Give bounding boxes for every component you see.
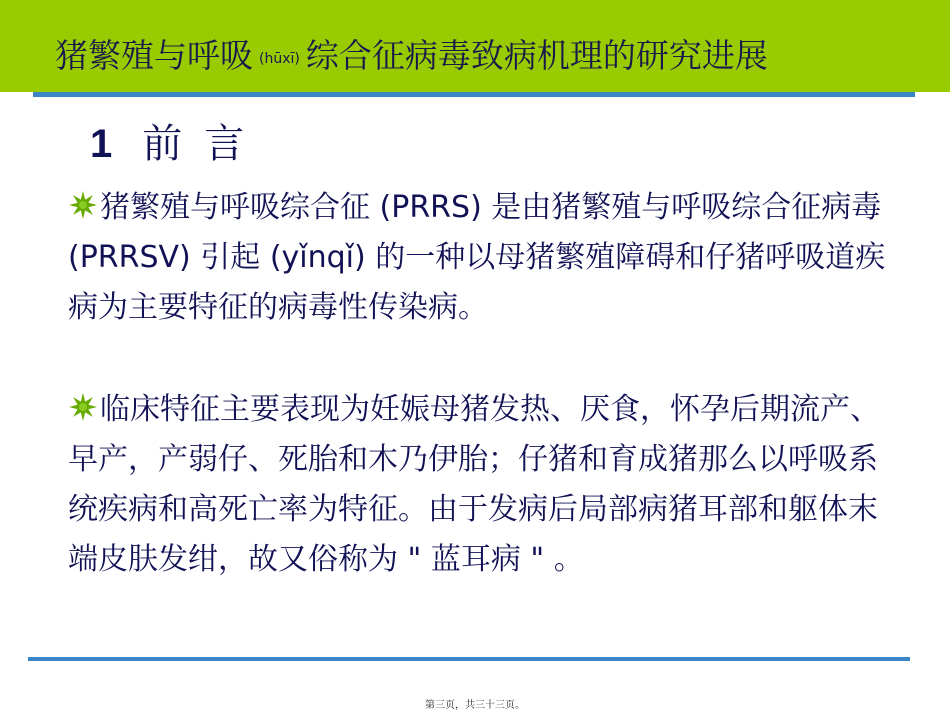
- starburst-bullet-icon: [68, 388, 98, 418]
- slide-title: [55, 30, 768, 77]
- section-heading: [90, 112, 266, 169]
- title-part-1: 猪繁殖与呼吸: [55, 36, 253, 75]
- paragraph-1-text: 猪繁殖与呼吸综合征 (PRRS) 是由猪繁殖与呼吸综合征病毒 (PRRSV) 引起 (yǐnqǐ) 的一种以母猪繁殖障碍和仔猪呼吸道疾病为主要特征的病毒性传染病。: [68, 190, 886, 325]
- title-pinyin: (hūxī): [259, 51, 300, 67]
- section-title: 前言: [142, 121, 267, 167]
- starburst-bullet-icon: [68, 186, 98, 216]
- paragraph-2: [68, 385, 898, 585]
- paragraph-2-text: 临床特征主要表现为妊娠母猪发热、厌食，怀孕后期流产、早产，产弱仔、死胎和木乃伊胎；仔猪和育成猪那么以呼吸系统疾病和高死亡率为特征。由于发病后局部病猪耳部和躯体末端皮肤发绀，故又俗称为 " 蓝耳病 " 。: [68, 392, 880, 577]
- title-part-2: 综合征病毒致病机理的研究进展: [305, 36, 768, 75]
- top-divider: [33, 92, 915, 97]
- section-number: 1: [90, 122, 113, 166]
- paragraph-1: [68, 183, 898, 333]
- bottom-divider: [28, 657, 910, 661]
- title-bar: [0, 0, 950, 92]
- page-footer: 第三页，共三十三页。: [425, 700, 525, 711]
